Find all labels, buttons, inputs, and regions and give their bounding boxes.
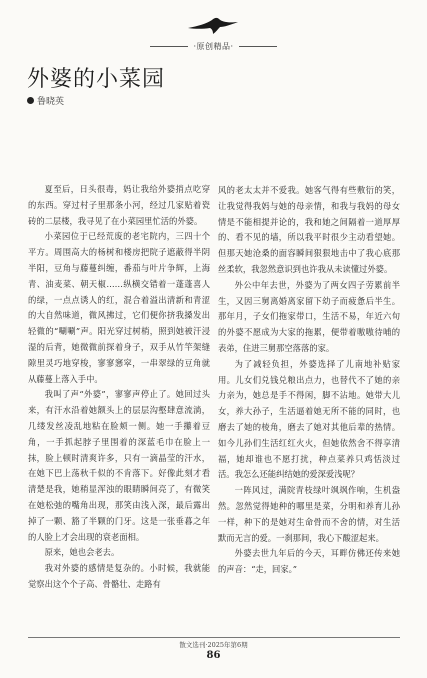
swallow-logo-icon [186, 14, 240, 36]
footer-divider [28, 637, 400, 638]
paragraph: 我对外婆的感情是复杂的。小时候，我就能觉察出这个个子高、骨骼壮、走路有 [28, 563, 210, 589]
author-name: 鲁晓英 [37, 97, 65, 107]
paragraph: 为了减轻负担，外婆选择了儿南地补贴家用。儿女们兑钱兑粮出点力，也替代不了她的亲力亲为，她总是手不得闲，脚不沾地。她带大儿女，养大孙子，生活逼着她无所不能的同时，也磨去了她的棱角，磨去了她对其他后辈的热情。如今儿孙们生活红红火火，但她依然舍不得享清福，她却谁也不愿打扰，种点菜养只鸡恬淡过活。我怎么还能纠结她的爱深爱浅呢？ [218, 358, 400, 480]
page-number: 86 [206, 650, 221, 661]
journal-issue: 散文选刊·2025年第6期 [179, 641, 248, 649]
bullet-icon [27, 97, 34, 104]
paragraph: 原来，她也会老去。 [44, 547, 120, 558]
article-author [27, 94, 64, 107]
paragraph: 风的老太太并不爱我。她客气得有些敷衍的笑，让我觉得我妈与她的母亲情，和我与我妈的母女情是不能相提并论的，我和她之间隔着一道厚厚的、看不见的墙，所以我平时很少主动看望她。但那天她沧桑的面容瞬间狠狠地击中了我心底那丝柔软，我忽然意识到也许我从未读懂过外婆。 [218, 185, 400, 274]
paragraph: 外公中年去世，外婆为了两女四子劳累前半生，又因三舅离婚离家留下幼子而疲惫后半生。那年月，子女们拖家带口，生活不易，年近六旬的外婆不愿成为大家的拖累，便带着嗷嗷待哺的表弟，住进三舅那空落落的家。 [218, 279, 400, 353]
page-header [0, 0, 427, 54]
paragraph: 一阵风过，满院青枝绿叶飒飒作响，生机盎然。忽然觉得她种的哪里是菜，分明和养育儿孙一样，种下的是她对生命骨而不舍的情，对生活默而无言的爱。一刹那间，我心下酸涩起来。 [218, 485, 400, 543]
right-column [218, 183, 400, 578]
paragraph: 夏至后，日头很毒，妈让我给外婆捎点吃穿的东西。穿过村子里那条小河，经过几家贴着瓷砖的二层楼，我寻见了在小菜园里忙活的外婆。 [28, 184, 210, 226]
divider [150, 46, 188, 47]
paragraph: 小菜园位于已经荒废的老宅院内，三四十个平方。周围高大的杨树和楼房把院子遮蔽得半阴半阳，豆角与藤蔓纠缠，番茄与叶片争辉，上海青、油麦菜、朝天椒……纵横交错着一蓬蓬喜人的绿，一点点诱人的红，混合着溢出清新和青涩的大自然味道，微风拂过，它们便你挤我搡发出轻微的“唰唰”声。阳光穿过树梢，照到她被汗浸湿的后背，她微微前探着身子，双手从竹竿架缝隙里灵巧地穿梭，寥寥窸窣，一串翠绿的豆角就从藤蔓上落入手中。 [28, 231, 210, 384]
divider [239, 46, 277, 47]
left-column [28, 182, 210, 593]
paragraph: 外婆去世九年后的今天，耳畔仿佛还传来她的声音：“走，回家。” [218, 548, 400, 575]
article-title: 外婆的小菜园 [27, 67, 166, 92]
section-tag [140, 40, 287, 52]
paragraph: 我叫了声“外婆”，寥寥声停止了。她回过头来，有汗水沿着她额头上的层层沟壑肆意流淌，几缕发丝凌乱地粘在脸颊一侧。她一手攥着豆角，一手抓起脖子里围着的深蓝毛巾在脸上一抹，脸上顿时清爽许多，只有一滴晶莹的汗水，在她下巴上荡秋千似的不肯落下。好像此刻才看清楚是我，她稍显浑浊的眼睛瞬间亮了，有微笑在她松弛的嘴角出现，那笑由浅入深，最后露出掉了一颗、豁了半颗的门牙。这是一张垂暮之年的人脸上才会出现的衰老面相。 [28, 389, 210, 542]
section-tag-label: ·原创精品· [193, 41, 234, 51]
